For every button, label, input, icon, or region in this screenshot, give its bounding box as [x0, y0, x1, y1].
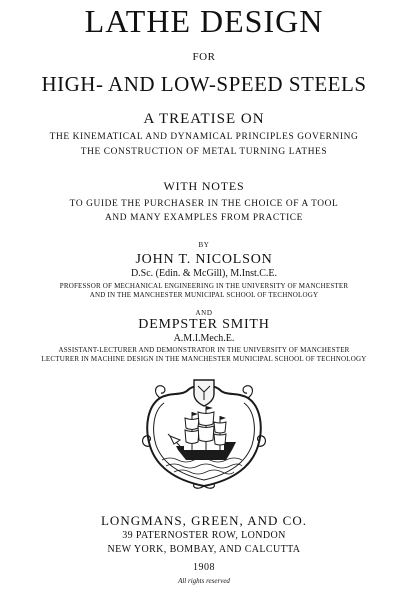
- publisher-address-2: NEW YORK, BOMBAY, AND CALCUTTA: [107, 544, 301, 555]
- publication-year: 1908: [193, 562, 215, 573]
- book-subtitle: HIGH- AND LOW-SPEED STEELS: [41, 72, 367, 96]
- treatise-heading: A TREATISE ON: [143, 111, 265, 127]
- for-text: FOR: [192, 51, 216, 63]
- guide-line-2: AND MANY EXAMPLES FROM PRACTICE: [105, 213, 303, 223]
- and-text: AND: [195, 309, 213, 317]
- author-1-name: JOHN T. NICOLSON: [135, 252, 273, 267]
- description-line-1: THE KINEMATICAL AND DYNAMICAL PRINCIPLES GOVERNING: [49, 132, 359, 142]
- publisher-name: LONGMANS, GREEN, AND CO.: [100, 513, 307, 528]
- author-2-credentials: A.M.I.Mech.E.: [173, 333, 235, 344]
- author-2-position-line-1: ASSISTANT-LECTURER AND DEMONSTRATOR IN THE UNIVERSITY OF MANCHESTER: [58, 346, 350, 354]
- author-1-position-line-2: AND IN THE MANCHESTER MUNICIPAL SCHOOL OF TECHNOLOGY: [89, 291, 319, 299]
- guide-line-1: TO GUIDE THE PURCHASER IN THE CHOICE OF A TOOL: [69, 199, 339, 209]
- by-text: BY: [198, 241, 210, 249]
- with-notes-heading: WITH NOTES: [163, 179, 245, 193]
- publisher-address-1: 39 PATERNOSTER ROW, LONDON: [122, 530, 286, 541]
- rights-notice: All rights reserved: [178, 577, 230, 585]
- ship-emblem-icon: [140, 376, 268, 492]
- author-2-name: DEMPSTER SMITH: [138, 317, 270, 332]
- author-1-credentials: D.Sc. (Edin. & McGill), M.Inst.C.E.: [130, 268, 278, 279]
- book-title: LATHE DESIGN: [84, 3, 324, 39]
- description-line-2: THE CONSTRUCTION OF METAL TURNING LATHES: [80, 147, 328, 157]
- author-1-position-line-1: PROFESSOR OF MECHANICAL ENGINEERING IN THE UNIVERSITY OF MANCHESTER: [59, 282, 349, 290]
- author-2-position-line-2: LECTURER IN MACHINE DESIGN IN THE MANCHESTER MUNICIPAL SCHOOL OF TECHNOLOGY: [41, 355, 367, 363]
